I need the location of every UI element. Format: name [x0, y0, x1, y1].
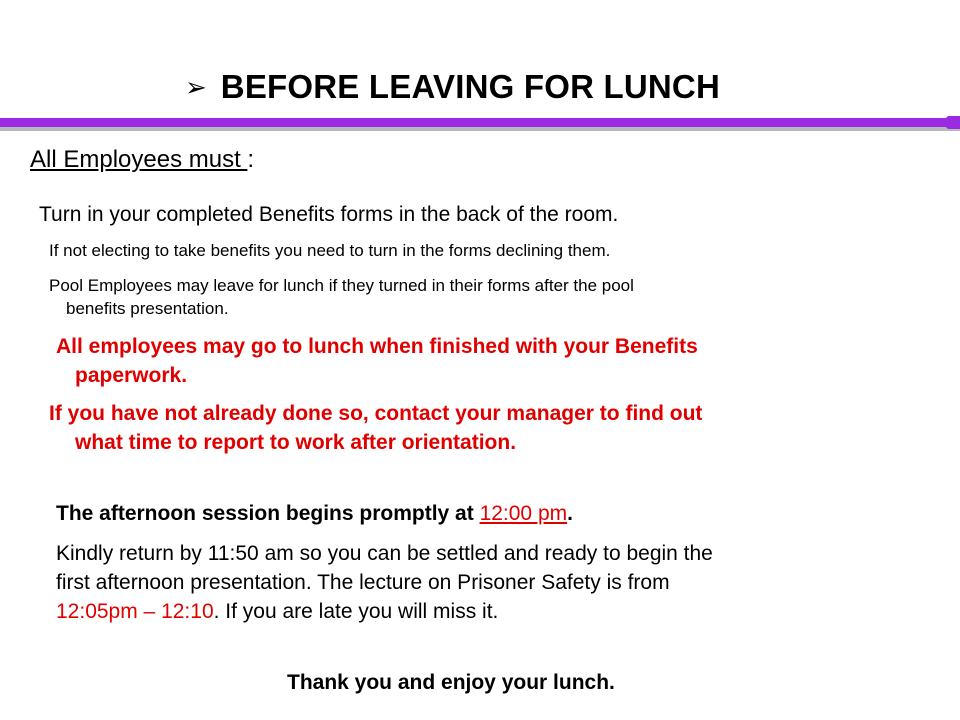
item-turn-in: Turn in your completed Benefits forms in the back of the room. [39, 203, 619, 226]
title-divider-shadow [0, 127, 960, 131]
item-all-go-line2: paperwork. [75, 364, 188, 387]
intro-suffix: : [247, 146, 255, 173]
item-contact-line1: If you have not already done so, contact your manager to find out [49, 402, 703, 425]
item-contact-line2: what time to report to work after orientation. [75, 431, 517, 454]
intro-underlined: All Employees must [30, 146, 248, 173]
closing-message: Thank you and enjoy your lunch. [287, 671, 615, 694]
return-line2: first afternoon presentation. The lecture on Prisoner Safety is from [56, 571, 670, 594]
return-line3-rest: . If you are late you will miss it. [213, 600, 499, 623]
afternoon-suffix: . [567, 502, 573, 525]
item-all-go-line1: All employees may go to lunch when finished with your Benefits [56, 335, 698, 358]
item-pool-line1: Pool Employees may leave for lunch if they turned in their forms after the pool [49, 276, 634, 295]
afternoon-time: 12:00 pm [479, 502, 568, 525]
lecture-time: 12:05pm – 12:10 [56, 600, 214, 623]
slide-title: BEFORE LEAVING FOR LUNCH [220, 68, 720, 105]
arrow-bullet-icon: ➢ [185, 73, 207, 103]
return-line1: Kindly return by 11:50 am so you can be settled and ready to begin the [56, 542, 713, 565]
intro-heading [30, 146, 254, 174]
slide-title-row [185, 68, 720, 106]
title-divider-cap [946, 116, 960, 129]
afternoon-start-line [56, 502, 573, 526]
title-divider [0, 118, 960, 127]
afternoon-prefix: The afternoon session begins promptly at [56, 502, 480, 525]
item-pool-line2: benefits presentation. [66, 299, 229, 318]
return-line3 [56, 600, 498, 624]
item-not-electing: If not electing to take benefits you need to turn in the forms declining them. [49, 241, 611, 260]
